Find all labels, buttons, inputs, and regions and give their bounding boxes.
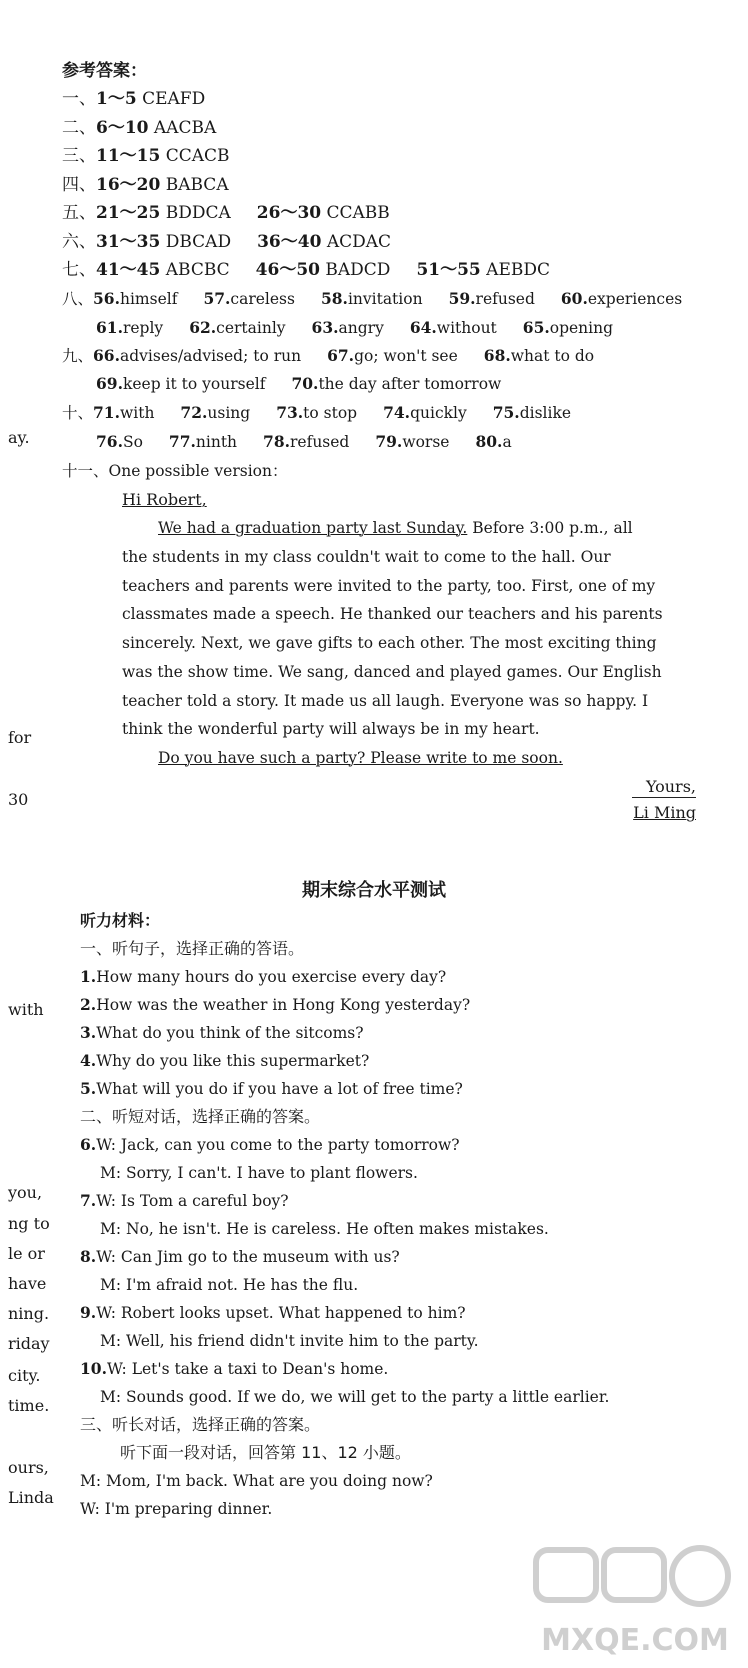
answer-row-11: 十一、One possible version： [62, 462, 288, 480]
answer-row-4: 四、16～20 BABCA [62, 175, 229, 195]
essay-line: was the show time. We sang, danced and played games. Our English [122, 663, 662, 681]
sign-off-underline [632, 797, 696, 798]
question: 2.How was the weather in Hong Kong yesterday? [80, 995, 471, 1014]
essay-line: the students in my class couldn't wait to come to the hall. Our [122, 548, 611, 566]
dialogue-w: 6.W: Jack, can you come to the party tomorrow? [80, 1135, 460, 1154]
dialogue-w: 10.W: Let's take a taxi to Dean's home. [80, 1359, 389, 1378]
answer-row-5: 五、21～25 BDDCA 26～30 CCABB [62, 203, 390, 223]
essay-line: teacher told a story. It made us all laugh. Everyone was so happy. I [122, 692, 649, 710]
essay-sign-off: Yours, [645, 777, 696, 796]
answer-row-10b: 76.So 77.ninth 78.refused 79.worse 80.a [96, 432, 512, 451]
answer-key-heading: 参考答案： [62, 61, 147, 81]
margin-fragment: ay. [8, 428, 30, 447]
dialogue-m: M: I'm afraid not. He has the flu. [100, 1276, 359, 1294]
watermark-logo [530, 1542, 740, 1662]
question: 3.What do you think of the sitcoms? [80, 1023, 364, 1042]
margin-fragment: you, [8, 1183, 43, 1202]
essay-line: classmates made a speech. He thanked our teachers and his parents [122, 605, 663, 623]
question: 4.Why do you like this supermarket? [80, 1051, 370, 1070]
dialogue-w: 7.W: Is Tom a careful boy? [80, 1191, 289, 1210]
answer-row-8a: 八、56.himself 57.careless 58.invitation 59.refused 60.experiences [62, 289, 683, 308]
watermark-text: MXQE.COM [541, 1623, 729, 1658]
listening-heading: 听力材料： [80, 911, 161, 930]
answer-row-7: 七、41～45 ABCBC 46～50 BADCD 51～55 AEBDC [62, 260, 550, 280]
dialogue-line: M: Mom, I'm back. What are you doing now? [80, 1472, 433, 1490]
dialogue-m: M: Well, his friend didn't invite him to the party. [100, 1332, 479, 1350]
margin-fragment: riday [8, 1334, 50, 1353]
question: 1.How many hours do you exercise every day? [80, 967, 447, 986]
section-title: 期末综合水平测试 [302, 880, 446, 901]
answer-row-9a: 九、66.advises/advised; to run 67.go; won't see 68.what to do [62, 346, 595, 365]
dialogue-line: W: I'm preparing dinner. [80, 1500, 273, 1518]
answer-row-3: 三、11～15 CCACB [62, 146, 230, 166]
essay-line: think the wonderful party will always be in my heart. [122, 720, 540, 738]
part3-heading: 三、听长对话，选择正确的答案。 [80, 1415, 321, 1434]
answer-row-2: 二、6～10 AACBA [62, 118, 217, 138]
margin-fragment: for [8, 728, 32, 747]
essay-line: sincerely. Next, we gave gifts to each other. The most exciting thing [122, 634, 657, 652]
margin-fragment: ning. [8, 1304, 50, 1323]
answer-row-1: 一、1～5 CEAFD [62, 89, 206, 109]
answer-row-8b: 61.reply 62.certainly 63.angry 64.without 65.opening [96, 318, 614, 337]
dialogue-m: M: No, he isn't. He is careless. He often makes mistakes. [100, 1220, 549, 1238]
dialogue-m: M: Sorry, I can't. I have to plant flowers. [100, 1164, 418, 1182]
margin-fragment: ours, [8, 1458, 49, 1477]
answer-row-10a: 十、71.with 72.using 73.to stop 74.quickly 75.dislike [62, 403, 572, 422]
margin-fragment: ng to [8, 1214, 50, 1233]
margin-fragment: have [8, 1274, 47, 1293]
margin-fragment: time. [8, 1396, 50, 1415]
margin-fragment: city. [8, 1366, 41, 1385]
essay-line: teachers and parents were invited to the party, too. First, one of my [122, 577, 656, 595]
dialogue-m: M: Sounds good. If we do, we will get to the party a little earlier. [100, 1388, 610, 1406]
margin-fragment: le or [8, 1244, 45, 1263]
essay-signature: Li Ming [633, 803, 696, 822]
part2-heading: 二、听短对话，选择正确的答案。 [80, 1107, 321, 1126]
essay-line-1: We had a graduation party last Sunday. Before 3:00 p.m., all [158, 519, 633, 537]
question: 5.What will you do if you have a lot of free time? [80, 1079, 463, 1098]
margin-fragment: 30 [8, 790, 29, 809]
part1-heading: 一、听句子，选择正确的答语。 [80, 939, 305, 958]
essay-closing: Do you have such a party? Please write to me soon. [158, 749, 563, 767]
margin-fragment: with [8, 1000, 44, 1019]
dialogue-w: 9.W: Robert looks upset. What happened to him? [80, 1303, 466, 1322]
dialogue-w: 8.W: Can Jim go to the museum with us? [80, 1247, 400, 1266]
margin-fragment: Linda [8, 1488, 54, 1507]
essay-greeting: Hi Robert, [122, 490, 207, 509]
answer-row-9b: 69.keep it to yourself 70.the day after tomorrow [96, 374, 502, 393]
part3-intro: 听下面一段对话，回答第 11、12 小题。 [120, 1443, 411, 1462]
answer-row-6: 六、31～35 DBCAD 36～40 ACDAC [62, 232, 392, 252]
